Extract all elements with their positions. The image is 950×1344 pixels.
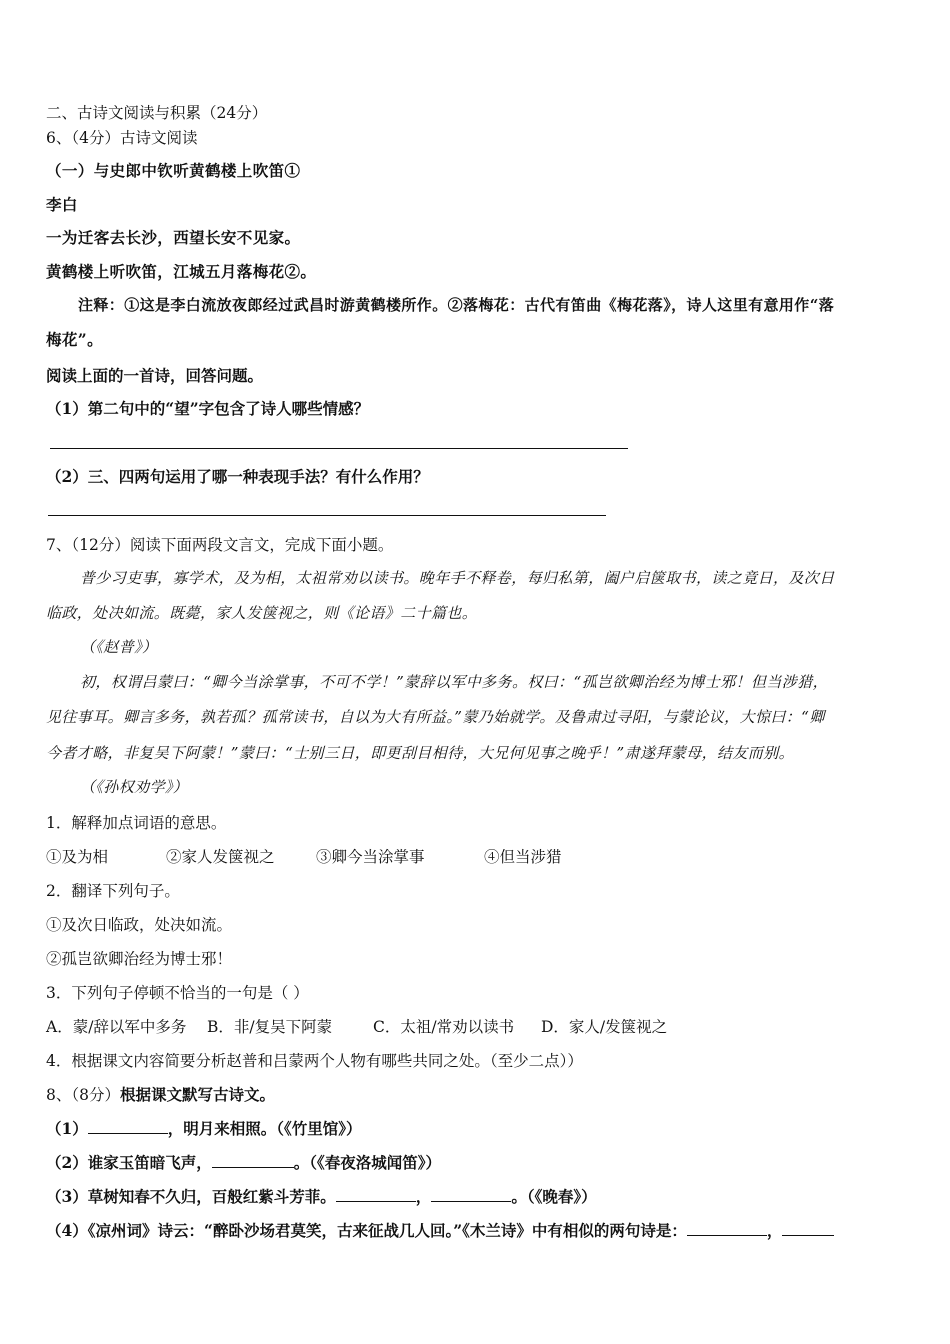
- blank-5[interactable]: [687, 1221, 767, 1236]
- q8-number: 8、: [46, 1086, 72, 1104]
- blank-1[interactable]: [88, 1119, 168, 1134]
- passage2-line-1: 初，权谓吕蒙曰：“卿今当涂掌事，不可不学！”蒙辞以军中多务。权曰：“孤岂欲卿治经为博士邪！但当涉猎，: [80, 673, 829, 691]
- passage2-source: （《孙权劝学》）: [80, 778, 189, 796]
- q6-number: 6、: [46, 129, 72, 147]
- blank-4[interactable]: [431, 1187, 511, 1202]
- option-d[interactable]: D．家人/发箧视之: [541, 1018, 668, 1036]
- blank-6[interactable]: [782, 1221, 834, 1236]
- q6-sub-2: （2）三、四两句运用了哪一种表现手法？有什么作用？: [46, 467, 429, 486]
- vocab-item-4: ④但当涉猎: [484, 848, 562, 866]
- q7-sub-3-options: [46, 1017, 667, 1037]
- q8-score: （8分）: [71, 1086, 120, 1104]
- q7-sub-4-title: 4．根据课文内容简要分析赵普和吕蒙两个人物有哪些共同之处。（至少二点））: [46, 1052, 583, 1070]
- recite-4-comma: ，: [766, 1221, 783, 1240]
- recite-3-comma: ，: [415, 1187, 432, 1206]
- q7-sub-1-items: [46, 847, 562, 867]
- passage2-line-3: 今者才略，非复吴下阿蒙！”蒙曰：“士别三日，即更刮目相待，大兄何见事之晚乎！”肃遂拜蒙母，结友而别。: [46, 744, 795, 762]
- q6-sub-1: （1）第二句中的“望”字包含了诗人哪些情感？: [46, 399, 370, 418]
- poem-note-cont: 梅花”。: [46, 330, 104, 349]
- vocab-item-1: ①及为相: [46, 848, 109, 866]
- recite-item-3: [46, 1187, 597, 1207]
- answer-line-2[interactable]: [48, 515, 606, 516]
- vocab-item-3: ③卿今当涂掌事: [316, 848, 425, 866]
- poem-line-1: 一为迁客去长沙，西望长安不见家。: [46, 228, 301, 247]
- option-b[interactable]: B．非/复吴下阿蒙: [207, 1018, 333, 1036]
- q8-header: [46, 1085, 275, 1105]
- q6-score: （4分）: [71, 129, 120, 147]
- passage1-line-1: 普少习吏事，寡学术，及为相，太祖常劝以读书。晚年手不释卷，每归私第，阖户启箧取书，读之竟日，及次日: [80, 569, 835, 587]
- translate-item-2: ②孤岂欲卿治经为博士邪！: [46, 950, 233, 968]
- recite-1-suffix: ，明月来相照。（《竹里馆》）: [167, 1119, 362, 1138]
- q7-sub-2-title: 2．翻译下列句子。: [46, 882, 180, 900]
- q8-title: 根据课文默写古诗文。: [120, 1085, 276, 1104]
- q7-sub-1-title: 1．解释加点词语的意思。: [46, 814, 227, 832]
- q6-header: [46, 128, 198, 148]
- poem-author: 李白: [46, 195, 78, 214]
- recite-2-prefix: （2）谁家玉笛暗飞声，: [46, 1153, 212, 1172]
- recite-2-suffix: 。（《春夜洛城闻笛》）: [293, 1153, 442, 1172]
- vocab-item-2: ②家人发箧视之: [166, 848, 275, 866]
- passage1-source: （《赵普》）: [80, 638, 158, 656]
- passage1-line-2: 临政，处决如流。既薨，家人发箧视之，则《论语》二十篇也。: [46, 604, 478, 622]
- recite-item-1: [46, 1119, 362, 1139]
- q7-sub-3-title: 3．下列句子停顿不恰当的一句是（ ）: [46, 984, 309, 1002]
- q6-instruction: 阅读上面的一首诗，回答问题。: [46, 366, 264, 385]
- q7-score: （12分）: [71, 536, 130, 554]
- poem-line-2: 黄鹤楼上听吹笛，江城五月落梅花②。: [46, 262, 317, 281]
- passage2-line-2: 见往事耳。卿言多务，孰若孤？孤常读书，自以为大有所益。”蒙乃始就学。及鲁肃过寻阳，与蒙论议，大惊曰：“卿: [46, 708, 825, 726]
- option-a[interactable]: A．蒙/辞以军中多务: [46, 1018, 187, 1036]
- q6-title: 古诗文阅读: [120, 129, 198, 147]
- recite-item-4: [46, 1221, 834, 1241]
- answer-line-1[interactable]: [50, 448, 628, 449]
- recite-4-prefix: （4）《凉州词》诗云：“醉卧沙场君莫笑，古来征战几人回。”《木兰诗》中有相似的两句诗是：: [46, 1221, 687, 1240]
- poem-title: （一）与史郎中钦听黄鹤楼上吹笛①: [46, 161, 301, 180]
- poem-note: 注释：①这是李白流放夜郎经过武昌时游黄鹤楼所作。②落梅花：古代有笛曲《梅花落》，诗人这里有意用作“落: [78, 296, 835, 314]
- option-c[interactable]: C．太祖/常劝以读书: [373, 1018, 515, 1036]
- section-heading: 二、古诗文阅读与积累（24分）: [46, 104, 268, 122]
- recite-1-prefix: （1）: [46, 1119, 88, 1138]
- q7-header: [46, 535, 393, 555]
- q7-number: 7、: [46, 536, 72, 554]
- blank-3[interactable]: [336, 1187, 416, 1202]
- recite-3-prefix: （3）草树知春不久归，百般红紫斗芳菲。: [46, 1187, 336, 1206]
- blank-2[interactable]: [212, 1153, 294, 1168]
- recite-item-2: [46, 1153, 441, 1173]
- q7-title: 阅读下面两段文言文，完成下面小题。: [129, 536, 394, 554]
- translate-item-1: ①及次日临政，处决如流。: [46, 916, 233, 934]
- recite-3-suffix: 。（《晚春》）: [511, 1187, 597, 1206]
